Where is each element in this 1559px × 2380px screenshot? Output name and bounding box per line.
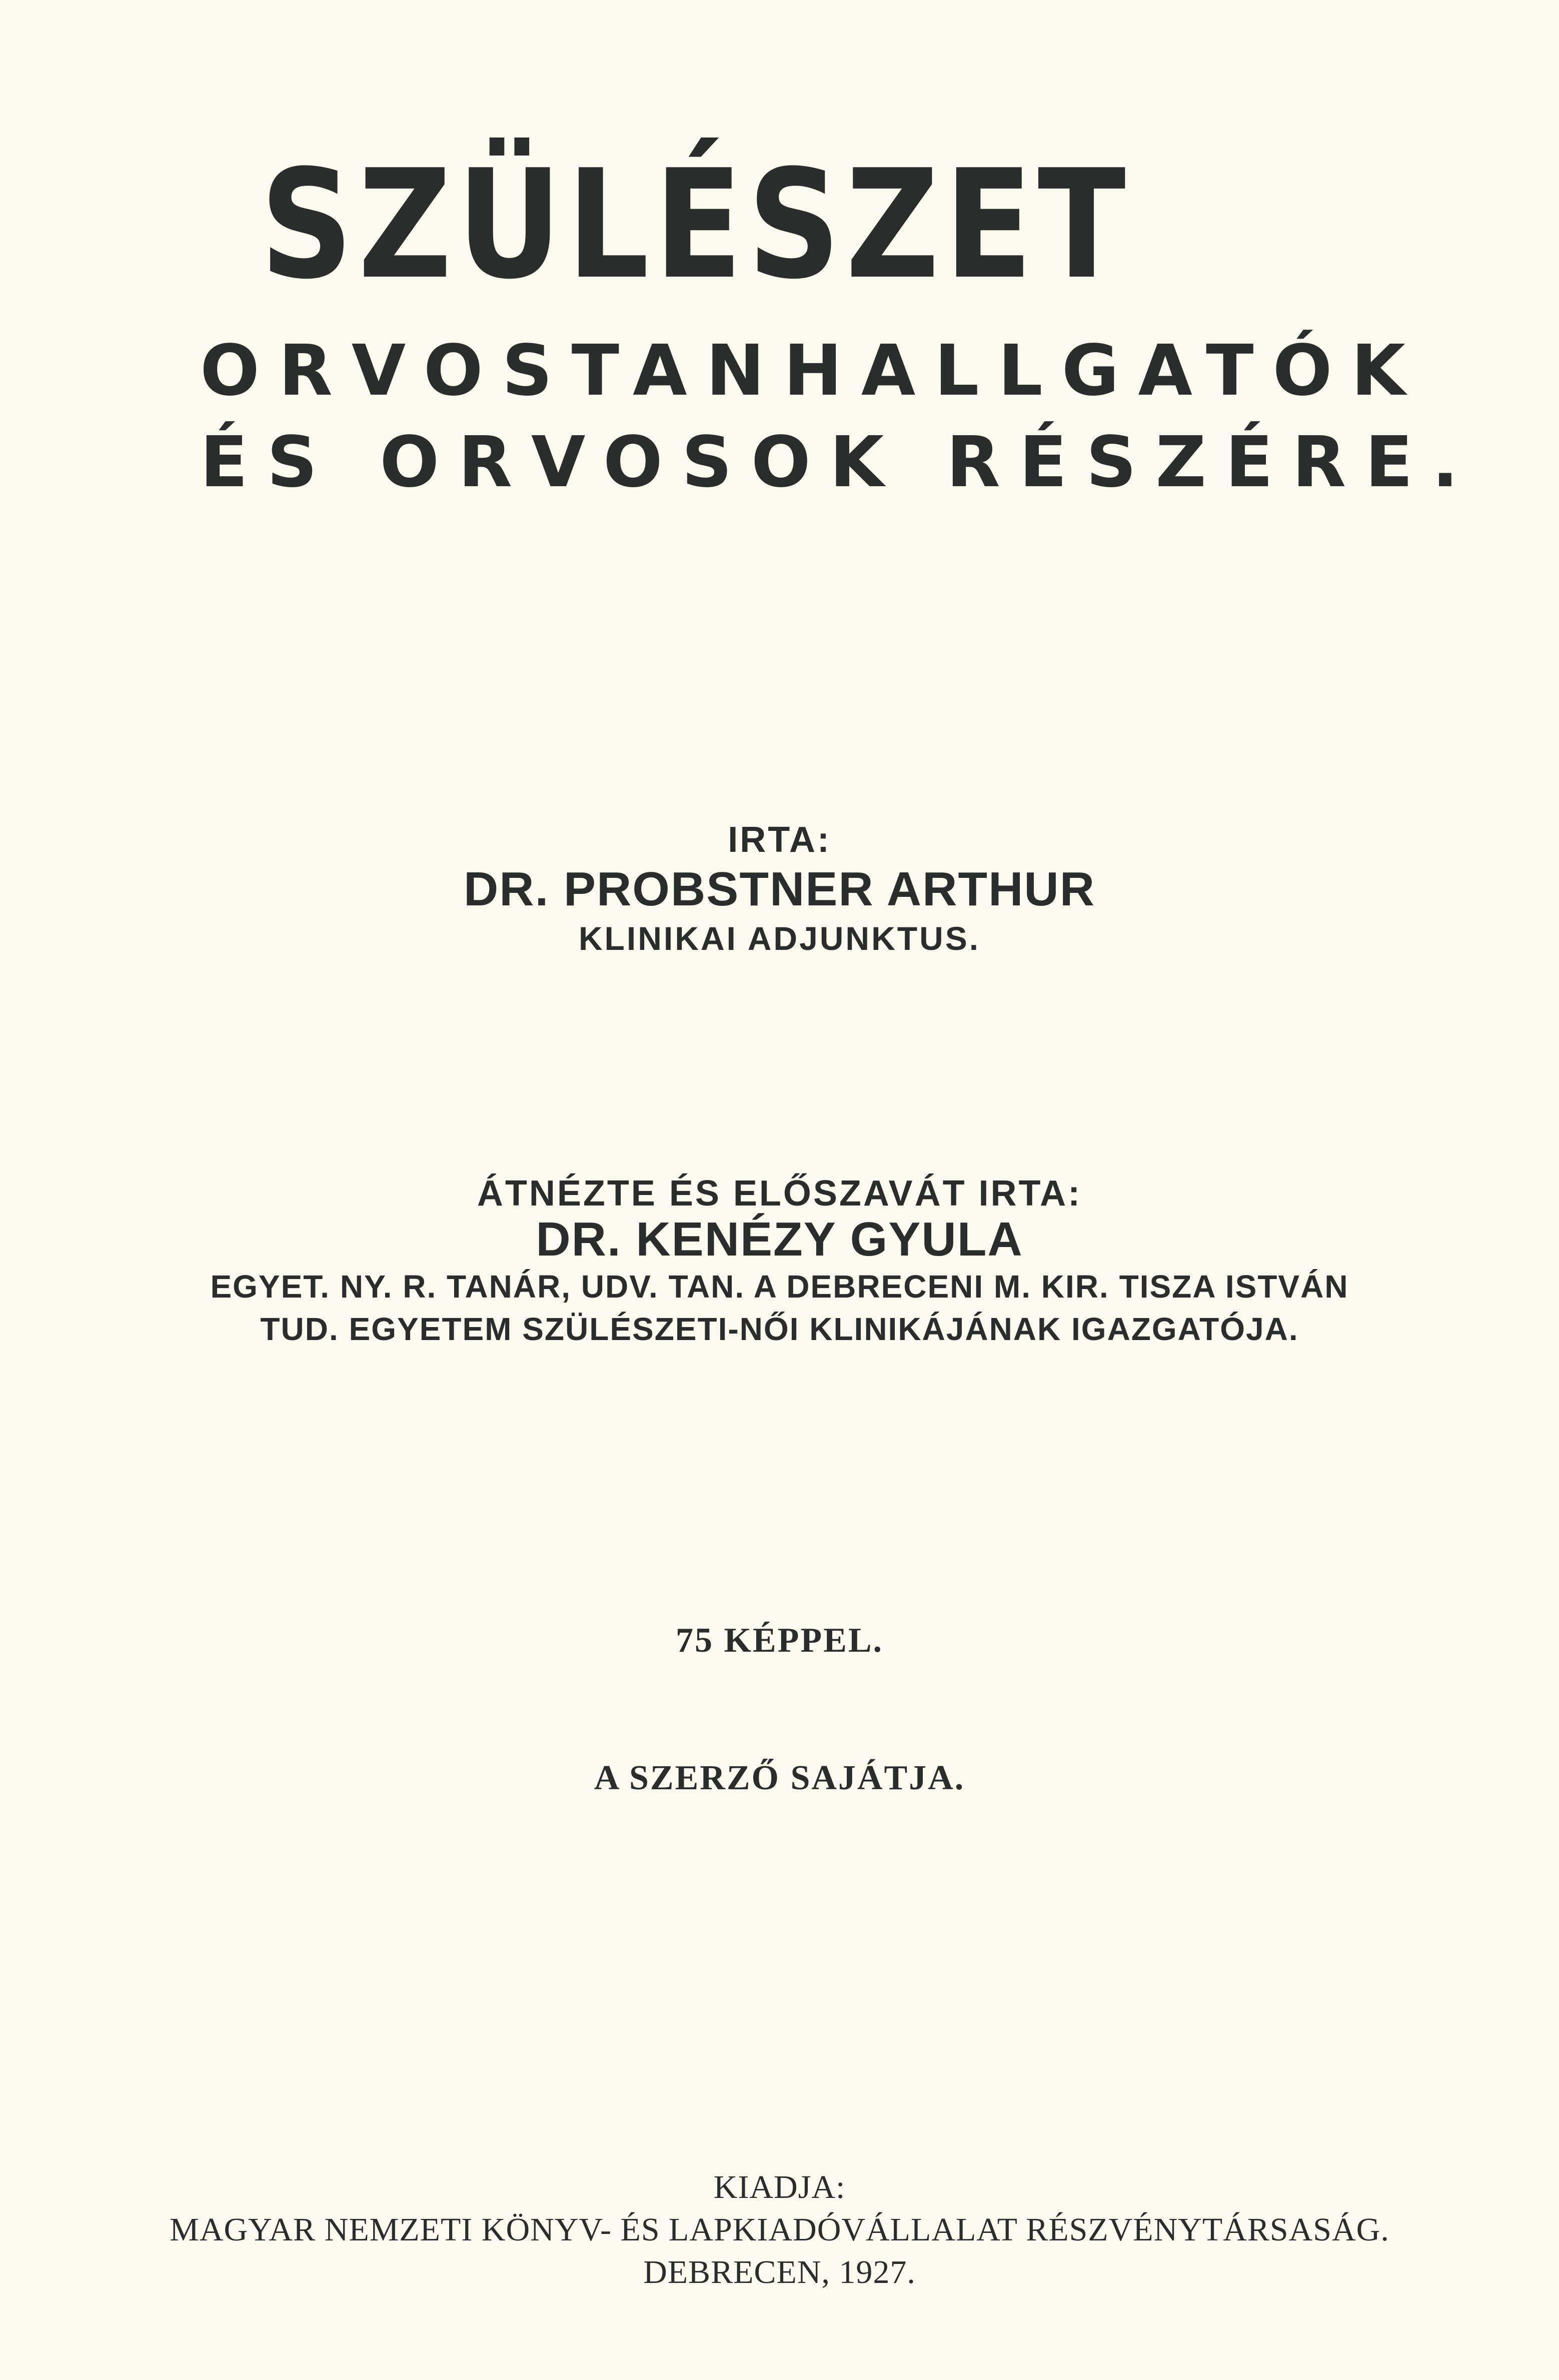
publisher-label: KIADJA: <box>713 2169 846 2205</box>
author-name: DR. PROBSTNER ARTHUR <box>463 862 1096 916</box>
author-position: KLINIKAI ADJUNKTUS. <box>578 920 981 957</box>
reviewer-position-line-1: EGYET. NY. R. TANÁR, UDV. TAN. A DEBRECENI M. KIR. TISZA ISTVÁN <box>210 1269 1349 1305</box>
subtitle-line-2: ÉS ORVOSOK RÉSZÉRE. <box>200 422 1478 503</box>
reviewer-label: ÁTNÉZTE ÉS ELŐSZAVÁT IRTA: <box>477 1173 1082 1214</box>
reviewer-position-line-2: TUD. EGYETEM SZÜLÉSZETI-NŐI KLINIKÁJÁNAK IGAZGATÓJA. <box>260 1311 1299 1347</box>
rights-note: A SZERZŐ SAJÁTJA. <box>594 1759 965 1797</box>
illustrations-note: 75 KÉPPEL. <box>675 1621 884 1660</box>
publication-place-year: DEBRECEN, 1927. <box>643 2254 916 2290</box>
author-label: IRTA: <box>728 820 831 860</box>
subtitle-line-1: ORVOSTANHALLGATÓK <box>200 330 1425 412</box>
publisher-name: MAGYAR NEMZETI KÖNYV- ÉS LAPKIADÓVÁLLALAT RÉSZVÉNYTÁRSASÁG. <box>170 2211 1389 2248</box>
reviewer-name: DR. KENÉZY GYULA <box>536 1213 1023 1266</box>
book-title: SZÜLÉSZET <box>260 138 1131 312</box>
